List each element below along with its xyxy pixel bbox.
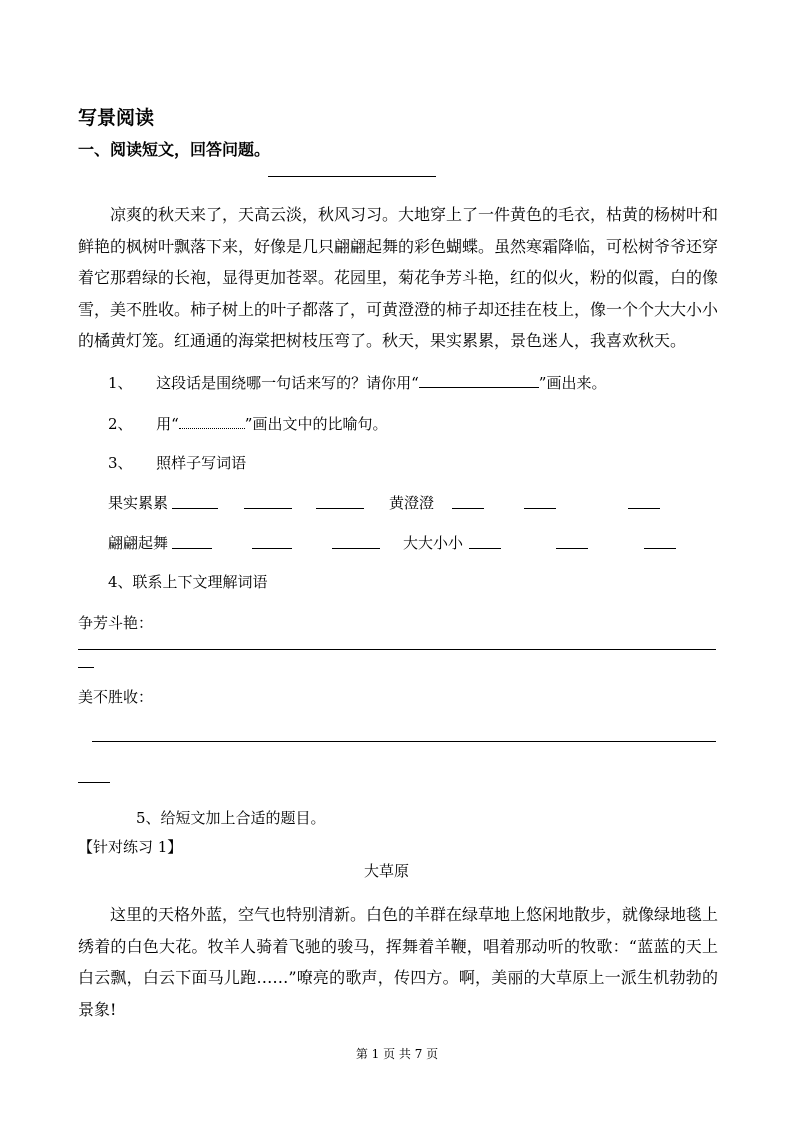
question-1-underline-sample [419, 373, 539, 388]
question-2 [108, 413, 387, 434]
term-1-answer-line-tail [78, 667, 94, 668]
answer-blank[interactable] [172, 494, 218, 509]
term-1-label: 争芳斗艳： [78, 614, 154, 632]
word-row-2 [108, 532, 708, 554]
section-title: 写景阅读 [78, 107, 155, 129]
practice-label: 【针对练习 1】 [78, 838, 183, 856]
answer-blank[interactable] [452, 494, 484, 509]
passage-one: 凉爽的秋天来了，天高云淡，秋风习习。大地穿上了一件黄色的毛衣，枯黄的杨树叶和鲜艳的枫树叶飘落下来，好像是几只翩翩起舞的彩色蝴蝶。虽然寒霜降临，可松树爷爷还穿着它那碧绿的长袍，显得更加苍翠。花园里，菊花争芳斗艳，红的似火，粉的似霞，白的像雪，美不胜收。柿子树上的叶子都落了，可黄澄澄的柿子却还挂在枝上，像一个个大大小小的橘黄灯笼。红通通的海棠把树枝压弯了。秋天，果实累累，景色迷人，我喜欢秋天。 [78, 205, 719, 350]
term-1-answer-line[interactable] [78, 649, 716, 650]
passage-two: 这里的天格外蓝，空气也特别清新。白色的羊群在绿草地上悠闲地散步，就像绿地毯上绣着的白色大花。牧羊人骑着飞驰的骏马，挥舞着羊鞭，唱着那动听的牧歌：“蓝蓝的天上白云飘，白云下面马儿跑……”嘹亮的歌声，传四方。啊，美丽的大草原上一派生机勃勃的景象! [78, 905, 719, 1019]
question-3-text: 照样子写词语 [156, 454, 247, 472]
question-2-end: ”画出文中的比喻句。 [244, 415, 388, 433]
term-2-answer-line-tail [78, 782, 110, 783]
question-1-text: 这段话是围绕哪一句话来写的？请你用“ [156, 374, 419, 392]
answer-blank[interactable] [316, 494, 364, 509]
page-footer: 第 1 页 共 7 页 [355, 1047, 439, 1061]
answer-blank[interactable] [556, 534, 588, 549]
example-word-b: 黄澄澄 [389, 494, 435, 512]
example-word-c: 翩翩起舞 [108, 534, 169, 552]
answer-blank[interactable] [172, 534, 212, 549]
answer-blank[interactable] [244, 494, 292, 509]
question-4: 4、联系上下文理解词语 [108, 573, 268, 591]
question-3 [108, 452, 246, 473]
question-1-end: ”画出来。 [538, 374, 607, 392]
answer-blank[interactable] [644, 534, 676, 549]
title-blank-line [268, 176, 436, 177]
passage-two-title: 大草原 [364, 862, 410, 880]
part-one-heading: 一、阅读短文，回答问题。 [78, 140, 271, 159]
question-1 [108, 372, 606, 393]
question-5: 5、给短文加上合适的题目。 [136, 809, 326, 827]
question-2-text: 用“ [156, 415, 179, 433]
answer-blank[interactable] [332, 534, 380, 549]
answer-blank[interactable] [469, 534, 501, 549]
question-1-number: 1、 [108, 374, 133, 392]
word-row-1 [108, 492, 708, 514]
question-2-number: 2、 [108, 415, 133, 433]
answer-blank[interactable] [628, 494, 660, 509]
answer-blank[interactable] [252, 534, 292, 549]
question-2-wavy-sample [179, 414, 245, 429]
example-word-a: 果实累累 [108, 494, 169, 512]
term-2-answer-line[interactable] [92, 741, 716, 742]
example-word-d: 大大小小 [403, 534, 464, 552]
term-2-label: 美不胜收： [78, 688, 154, 706]
answer-blank[interactable] [524, 494, 556, 509]
question-3-number: 3、 [108, 454, 133, 472]
